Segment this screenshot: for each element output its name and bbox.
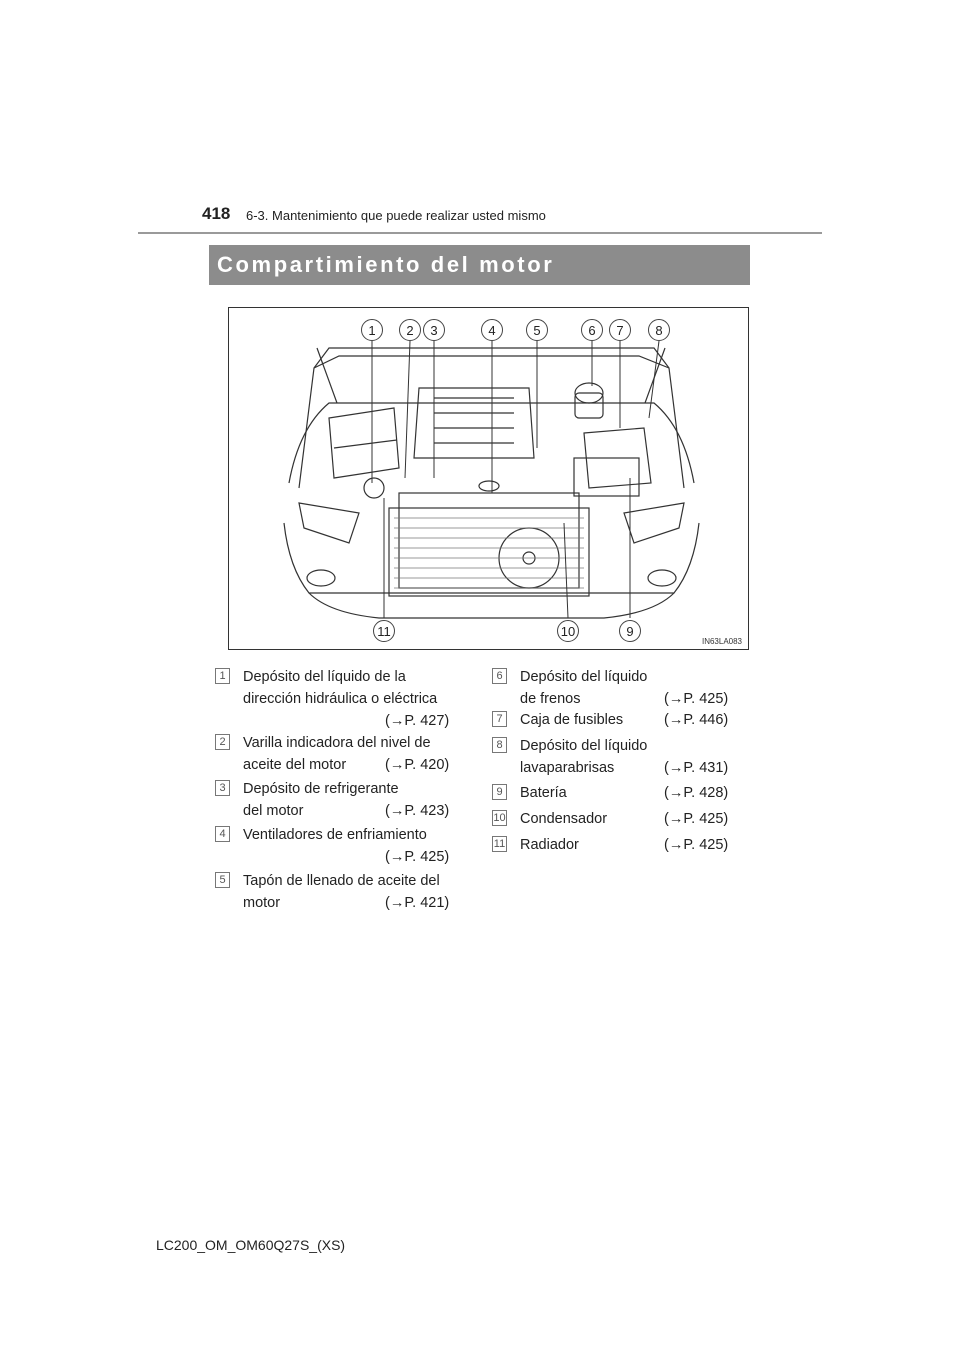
callout-10: 10: [557, 620, 579, 642]
legend-ref: (→P. 423): [385, 803, 450, 819]
callout-4: 4: [481, 319, 503, 341]
legend-text-line2: motor: [243, 895, 281, 911]
legend-item-10: [492, 807, 742, 833]
callout-2: 2: [399, 319, 421, 341]
legend-text: Ventiladores de enfriamiento: [243, 827, 427, 843]
legend-number-badge: 8: [492, 737, 507, 753]
section-title: Compartimiento del motor: [209, 245, 750, 285]
figure-code: IN63LA083: [701, 637, 742, 646]
engine-compartment-figure: [228, 307, 749, 650]
callout-9: 9: [619, 620, 641, 642]
legend-item-5: [215, 869, 465, 917]
callout-1: 1: [361, 319, 383, 341]
legend-item-7: [492, 708, 742, 734]
legend-ref: (→P. 427): [385, 713, 450, 729]
engine-illustration: [229, 308, 750, 651]
legend-text-line2: lavaparabrisas: [520, 760, 615, 776]
legend-ref: (→P. 425): [385, 849, 450, 865]
legend-item-3: [215, 777, 465, 825]
legend-text: Tapón de llenado de aceite del: [243, 873, 440, 889]
legend-text: Depósito de refrigerante: [243, 781, 399, 797]
legend-text: Radiador: [520, 837, 579, 853]
legend-number-badge: 4: [215, 826, 230, 842]
legend-ref: (→P. 420): [385, 757, 450, 773]
legend-ref: (→P. 425): [664, 691, 729, 707]
legend-text-line2: del motor: [243, 803, 304, 819]
legend-number-badge: 3: [215, 780, 230, 796]
legend-text-line2: de frenos: [520, 691, 581, 707]
header-rule: [138, 232, 822, 234]
legend-ref: (→P. 431): [664, 760, 729, 776]
legend-text-line2: aceite del motor: [243, 757, 347, 773]
legend-number-badge: 1: [215, 668, 230, 684]
legend-text: Batería: [520, 785, 567, 801]
legend-number-badge: 10: [493, 812, 506, 824]
legend-item-11: [492, 833, 742, 859]
callout-3: 3: [423, 319, 445, 341]
legend-ref: (→P. 428): [664, 785, 729, 801]
legend-text: Condensador: [520, 811, 608, 827]
callout-8: 8: [648, 319, 670, 341]
legend-text: Caja de fusibles: [520, 712, 624, 728]
legend-ref: (→P. 446): [664, 712, 729, 728]
legend-number-badge: 2: [215, 734, 230, 750]
legend-number-badge: 6: [492, 668, 507, 684]
legend-item-4: [215, 823, 465, 871]
document-footer: LC200_OM_OM60Q27S_(XS): [156, 1237, 346, 1253]
legend-number-badge: 11: [493, 838, 506, 850]
legend-ref: (→P. 425): [664, 811, 729, 827]
legend-item-9: [492, 781, 742, 807]
legend-item-8: [492, 734, 742, 782]
legend-text-line2: dirección hidráulica o eléctrica: [243, 691, 438, 707]
callout-5: 5: [526, 319, 548, 341]
legend-number-badge: 5: [215, 872, 230, 888]
callout-6: 6: [581, 319, 603, 341]
callout-7: 7: [609, 319, 631, 341]
legend-text: Depósito del líquido: [520, 669, 648, 685]
legend-ref: (→P. 421): [385, 895, 450, 911]
legend-number-badge: 7: [492, 711, 507, 727]
page-number: 418: [202, 204, 231, 223]
legend-item-1: [215, 665, 465, 737]
legend-text: Depósito del líquido: [520, 738, 648, 754]
legend-item-6: [492, 665, 742, 713]
section-label: 6-3. Mantenimiento que puede realizar usted mismo: [246, 208, 546, 223]
legend-text: Varilla indicadora del nivel de: [243, 735, 431, 751]
legend-item-2: [215, 731, 465, 779]
legend-ref: (→P. 425): [664, 837, 729, 853]
legend-text: Depósito del líquido de la: [243, 669, 406, 685]
callout-11: 11: [373, 620, 395, 642]
legend-number-badge: 9: [492, 784, 507, 800]
